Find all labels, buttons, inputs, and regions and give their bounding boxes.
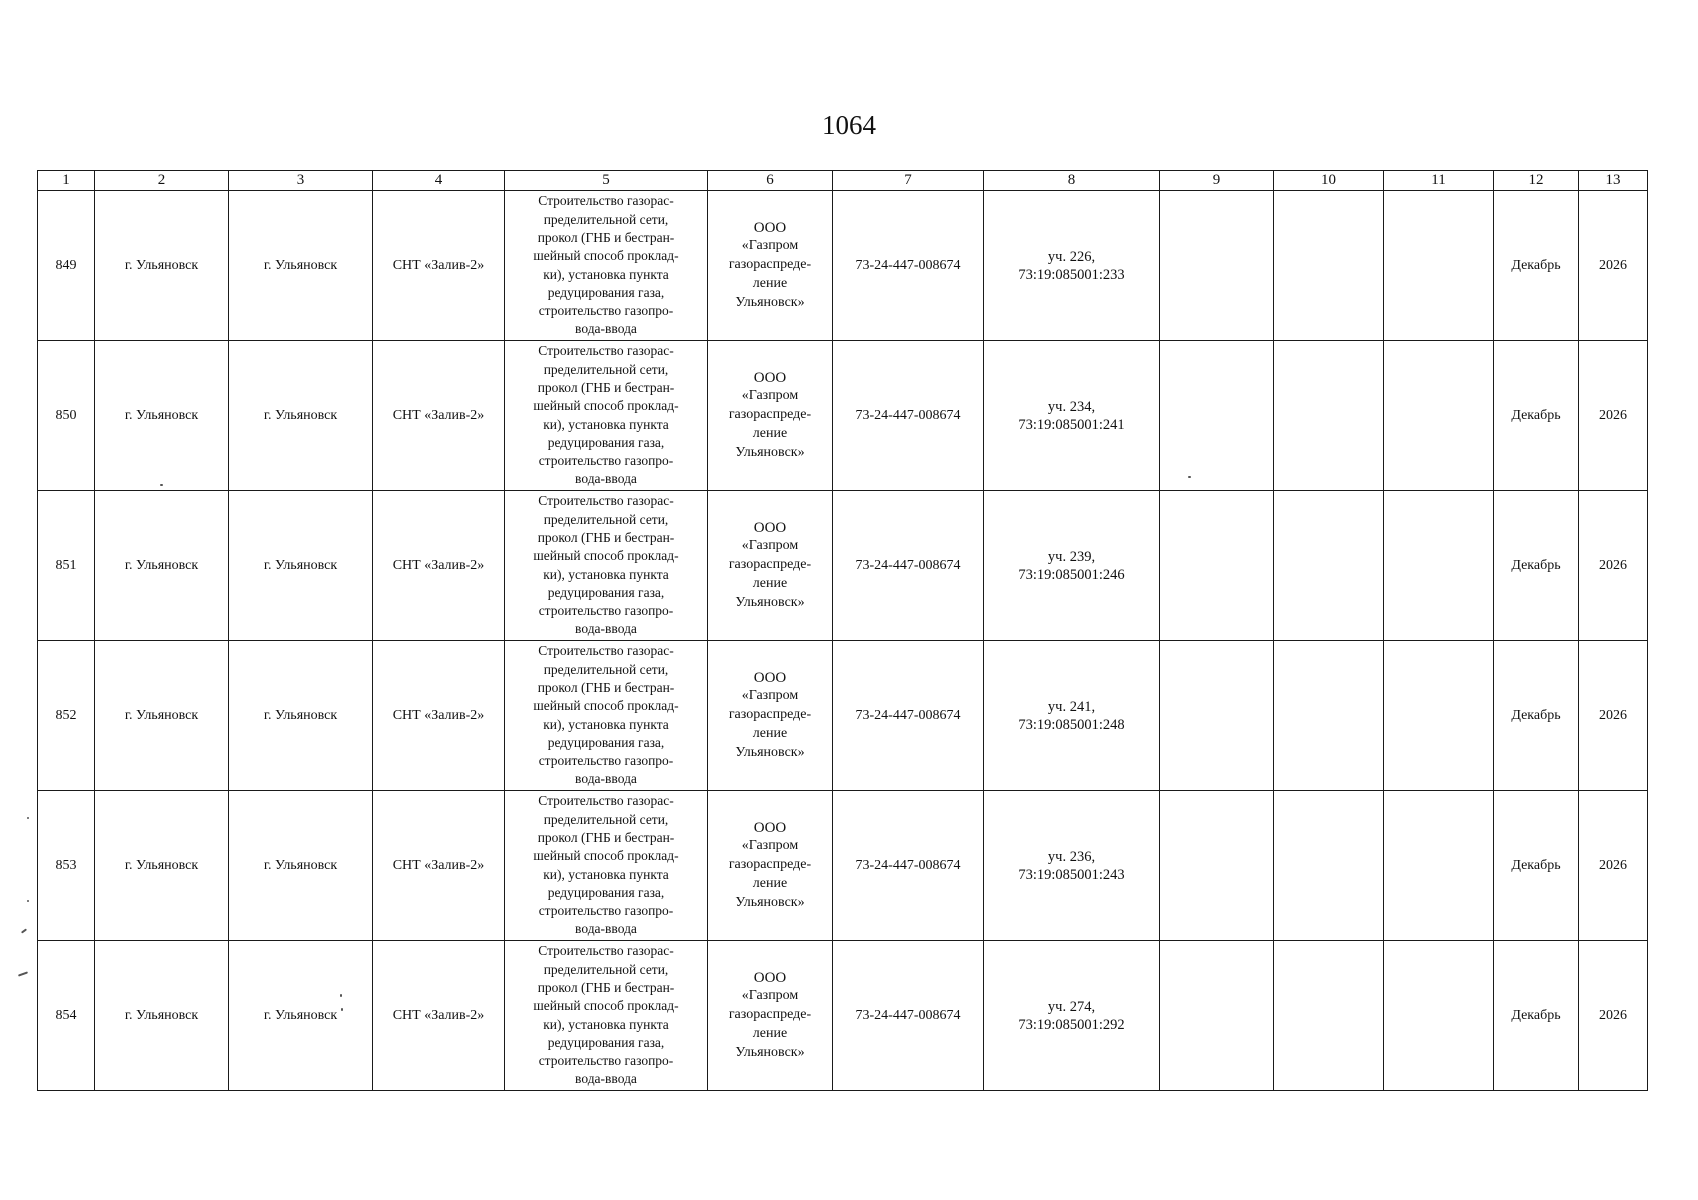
works-description-line: пределительной сети, bbox=[543, 811, 669, 827]
works-description-line: прокол (ГНБ и бестран- bbox=[537, 379, 675, 395]
land-plot-line: уч. 236, bbox=[1047, 848, 1096, 865]
column-number: 2 bbox=[95, 171, 229, 191]
organization-line: «Газпром bbox=[741, 538, 799, 554]
works-description-line: прокол (ГНБ и бестран- bbox=[537, 679, 675, 695]
works-description-line: ки), установка пункта bbox=[543, 566, 669, 582]
schedule-table bbox=[37, 170, 1648, 1091]
organization-line: ООО bbox=[753, 369, 787, 386]
row-number: 852 bbox=[38, 641, 95, 791]
works-description bbox=[505, 791, 708, 941]
column-11-cell bbox=[1384, 941, 1494, 1091]
scan-speck bbox=[340, 994, 342, 997]
organization-line: ление bbox=[752, 425, 788, 441]
column-9-cell bbox=[1160, 191, 1274, 341]
month-cell: Декабрь bbox=[1494, 191, 1579, 341]
works-description-line: ки), установка пункта bbox=[543, 266, 669, 282]
column-9-cell bbox=[1160, 941, 1274, 1091]
organization-line: Ульяновск» bbox=[735, 294, 805, 310]
works-description bbox=[505, 341, 708, 491]
page-number: 1064 bbox=[822, 110, 876, 140]
land-plot-line: 73:19:085001:292 bbox=[1018, 1016, 1125, 1033]
organization-line: Ульяновск» bbox=[735, 594, 805, 610]
organization-line: Ульяновск» bbox=[735, 744, 805, 760]
land-plot bbox=[984, 791, 1160, 941]
year-cell: 2026 bbox=[1579, 791, 1648, 941]
column-9-cell bbox=[1160, 641, 1274, 791]
works-description-line: ки), установка пункта bbox=[543, 866, 669, 882]
column-9-cell bbox=[1160, 341, 1274, 491]
organization-line: газораспреде- bbox=[728, 407, 812, 423]
settlement-cell: г. Ульяновск bbox=[229, 941, 373, 1091]
works-description-line: шейный способ проклад- bbox=[533, 698, 679, 714]
organization bbox=[708, 341, 833, 491]
land-plot-line: уч. 274, bbox=[1047, 998, 1096, 1015]
works-description-line: прокол (ГНБ и бестран- bbox=[537, 829, 675, 845]
works-description-line: пределительной сети, bbox=[543, 661, 669, 677]
works-description-line: Строительство газорас- bbox=[538, 793, 674, 809]
city-cell: г. Ульяновск bbox=[95, 491, 229, 641]
works-description-line: прокол (ГНБ и бестран- bbox=[537, 529, 675, 545]
table-row bbox=[38, 341, 1648, 491]
land-plot bbox=[984, 641, 1160, 791]
organization-line: газораспреде- bbox=[728, 557, 812, 573]
organization bbox=[708, 491, 833, 641]
land-plot-line: 73:19:085001:246 bbox=[1018, 566, 1125, 583]
works-description-line: пределительной сети, bbox=[543, 361, 669, 377]
column-11-cell bbox=[1384, 491, 1494, 641]
works-description-line: вода-ввода bbox=[575, 321, 637, 337]
column-number: 4 bbox=[373, 171, 505, 191]
settlement-cell: г. Ульяновск bbox=[229, 491, 373, 641]
works-description-line: вода-ввода bbox=[575, 771, 637, 787]
works-description-line: Строительство газорас- bbox=[538, 343, 674, 359]
works-description-line: строительство газопро- bbox=[538, 903, 674, 919]
organization-line: газораспреде- bbox=[728, 257, 812, 273]
column-number: 1 bbox=[38, 171, 95, 191]
organization-line: «Газпром bbox=[741, 988, 799, 1004]
organization bbox=[708, 791, 833, 941]
works-description-line: Строительство газорас- bbox=[538, 943, 674, 959]
year-cell: 2026 bbox=[1579, 941, 1648, 1091]
column-number: 12 bbox=[1494, 171, 1579, 191]
table-row bbox=[38, 791, 1648, 941]
settlement-cell: г. Ульяновск bbox=[229, 341, 373, 491]
scan-speck bbox=[18, 971, 28, 976]
organization-line: ление bbox=[752, 275, 788, 291]
column-11-cell bbox=[1384, 341, 1494, 491]
scan-speck bbox=[341, 1008, 343, 1011]
works-description-line: строительство газопро- bbox=[538, 453, 674, 469]
column-10-cell bbox=[1274, 641, 1384, 791]
land-plot bbox=[984, 191, 1160, 341]
land-plot-line: 73:19:085001:241 bbox=[1018, 416, 1125, 433]
scan-speck bbox=[1188, 476, 1191, 478]
registry-code: 73-24-447-008674 bbox=[833, 491, 984, 641]
table-body bbox=[38, 191, 1648, 1091]
column-9-cell bbox=[1160, 791, 1274, 941]
registry-code: 73-24-447-008674 bbox=[833, 791, 984, 941]
organization-line: ООО bbox=[753, 519, 787, 536]
row-number: 851 bbox=[38, 491, 95, 641]
year-cell: 2026 bbox=[1579, 341, 1648, 491]
organization-line: ООО bbox=[753, 669, 787, 686]
column-10-cell bbox=[1274, 341, 1384, 491]
table-row bbox=[38, 491, 1648, 641]
registry-code: 73-24-447-008674 bbox=[833, 941, 984, 1091]
column-number: 3 bbox=[229, 171, 373, 191]
works-description-line: прокол (ГНБ и бестран- bbox=[537, 979, 675, 995]
month-cell: Декабрь bbox=[1494, 341, 1579, 491]
works-description-line: вода-ввода bbox=[575, 921, 637, 937]
month-cell: Декабрь bbox=[1494, 641, 1579, 791]
organization-line: ление bbox=[752, 575, 788, 591]
works-description-line: пределительной сети, bbox=[543, 511, 669, 527]
land-plot-line: 73:19:085001:243 bbox=[1018, 866, 1125, 883]
works-description-line: Строительство газорас- bbox=[538, 643, 674, 659]
location-cell: СНТ «Залив-2» bbox=[373, 941, 505, 1091]
column-10-cell bbox=[1274, 941, 1384, 1091]
location-cell: СНТ «Залив-2» bbox=[373, 191, 505, 341]
registry-code: 73-24-447-008674 bbox=[833, 191, 984, 341]
organization-line: ООО bbox=[753, 969, 787, 986]
works-description-line: ки), установка пункта bbox=[543, 1016, 669, 1032]
works-description-line: вода-ввода bbox=[575, 1071, 637, 1087]
works-description-line: шейный способ проклад- bbox=[533, 398, 679, 414]
row-number: 850 bbox=[38, 341, 95, 491]
year-cell: 2026 bbox=[1579, 641, 1648, 791]
scan-speck bbox=[27, 900, 29, 902]
works-description-line: редуцирования газа, bbox=[547, 1034, 665, 1050]
table-row bbox=[38, 641, 1648, 791]
works-description-line: вода-ввода bbox=[575, 621, 637, 637]
scan-speck bbox=[27, 817, 29, 819]
organization bbox=[708, 191, 833, 341]
works-description-line: редуцирования газа, bbox=[547, 434, 665, 450]
works-description-line: шейный способ проклад- bbox=[533, 848, 679, 864]
organization-line: ление bbox=[752, 875, 788, 891]
organization-line: «Газпром bbox=[741, 238, 799, 254]
organization-line: «Газпром bbox=[741, 838, 799, 854]
column-number: 10 bbox=[1274, 171, 1384, 191]
organization-line: «Газпром bbox=[741, 688, 799, 704]
city-cell: г. Ульяновск bbox=[95, 641, 229, 791]
settlement-cell: г. Ульяновск bbox=[229, 641, 373, 791]
registry-code: 73-24-447-008674 bbox=[833, 641, 984, 791]
column-number: 9 bbox=[1160, 171, 1274, 191]
column-number: 13 bbox=[1579, 171, 1648, 191]
works-description bbox=[505, 941, 708, 1091]
works-description-line: редуцирования газа, bbox=[547, 734, 665, 750]
works-description-line: пределительной сети, bbox=[543, 961, 669, 977]
city-cell: г. Ульяновск bbox=[95, 341, 229, 491]
column-number-row bbox=[38, 171, 1648, 191]
table-row bbox=[38, 191, 1648, 341]
works-description bbox=[505, 491, 708, 641]
works-description-line: строительство газопро- bbox=[538, 603, 674, 619]
organization-line: «Газпром bbox=[741, 388, 799, 404]
works-description-line: строительство газопро- bbox=[538, 1053, 674, 1069]
column-number: 11 bbox=[1384, 171, 1494, 191]
land-plot bbox=[984, 341, 1160, 491]
scan-speck bbox=[160, 484, 163, 486]
organization-line: газораспреде- bbox=[728, 1007, 812, 1023]
works-description-line: пределительной сети, bbox=[543, 211, 669, 227]
row-number: 849 bbox=[38, 191, 95, 341]
land-plot-line: уч. 241, bbox=[1047, 698, 1096, 715]
location-cell: СНТ «Залив-2» bbox=[373, 491, 505, 641]
land-plot bbox=[984, 941, 1160, 1091]
organization bbox=[708, 941, 833, 1091]
works-description-line: вода-ввода bbox=[575, 471, 637, 487]
column-10-cell bbox=[1274, 191, 1384, 341]
city-cell: г. Ульяновск bbox=[95, 791, 229, 941]
location-cell: СНТ «Залив-2» bbox=[373, 641, 505, 791]
column-number: 8 bbox=[984, 171, 1160, 191]
works-description-line: строительство газопро- bbox=[538, 753, 674, 769]
organization-line: Ульяновск» bbox=[735, 894, 805, 910]
column-number: 6 bbox=[708, 171, 833, 191]
works-description-line: шейный способ проклад- bbox=[533, 248, 679, 264]
works-description-line: редуцирования газа, bbox=[547, 284, 665, 300]
works-description-line: ки), установка пункта bbox=[543, 416, 669, 432]
column-10-cell bbox=[1274, 491, 1384, 641]
land-plot-line: уч. 234, bbox=[1047, 398, 1096, 415]
land-plot bbox=[984, 491, 1160, 641]
works-description-line: шейный способ проклад- bbox=[533, 998, 679, 1014]
organization-line: ление bbox=[752, 725, 788, 741]
organization-line: ООО bbox=[753, 819, 787, 836]
works-description-line: редуцирования газа, bbox=[547, 584, 665, 600]
organization-line: Ульяновск» bbox=[735, 444, 805, 460]
works-description-line: прокол (ГНБ и бестран- bbox=[537, 229, 675, 245]
scan-speck bbox=[21, 928, 27, 933]
works-description-line: ки), установка пункта bbox=[543, 716, 669, 732]
column-10-cell bbox=[1274, 791, 1384, 941]
column-number: 7 bbox=[833, 171, 984, 191]
organization-line: ООО bbox=[753, 219, 787, 236]
column-number: 5 bbox=[505, 171, 708, 191]
month-cell: Декабрь bbox=[1494, 941, 1579, 1091]
organization-line: Ульяновск» bbox=[735, 1044, 805, 1060]
works-description-line: строительство газопро- bbox=[538, 303, 674, 319]
settlement-cell: г. Ульяновск bbox=[229, 791, 373, 941]
column-11-cell bbox=[1384, 641, 1494, 791]
table-row bbox=[38, 941, 1648, 1091]
month-cell: Декабрь bbox=[1494, 491, 1579, 641]
year-cell: 2026 bbox=[1579, 491, 1648, 641]
organization-line: газораспреде- bbox=[728, 707, 812, 723]
organization bbox=[708, 641, 833, 791]
works-description-line: Строительство газорас- bbox=[538, 193, 674, 209]
city-cell: г. Ульяновск bbox=[95, 941, 229, 1091]
organization-line: газораспреде- bbox=[728, 857, 812, 873]
works-description bbox=[505, 191, 708, 341]
location-cell: СНТ «Залив-2» bbox=[373, 341, 505, 491]
row-number: 853 bbox=[38, 791, 95, 941]
settlement-cell: г. Ульяновск bbox=[229, 191, 373, 341]
row-number: 854 bbox=[38, 941, 95, 1091]
registry-code: 73-24-447-008674 bbox=[833, 341, 984, 491]
column-9-cell bbox=[1160, 491, 1274, 641]
land-plot-line: уч. 239, bbox=[1047, 548, 1096, 565]
works-description bbox=[505, 641, 708, 791]
month-cell: Декабрь bbox=[1494, 791, 1579, 941]
location-cell: СНТ «Залив-2» bbox=[373, 791, 505, 941]
land-plot-line: 73:19:085001:233 bbox=[1018, 266, 1125, 283]
works-description-line: Строительство газорас- bbox=[538, 493, 674, 509]
year-cell: 2026 bbox=[1579, 191, 1648, 341]
column-11-cell bbox=[1384, 191, 1494, 341]
city-cell: г. Ульяновск bbox=[95, 191, 229, 341]
column-11-cell bbox=[1384, 791, 1494, 941]
organization-line: ление bbox=[752, 1025, 788, 1041]
works-description-line: шейный способ проклад- bbox=[533, 548, 679, 564]
works-description-line: редуцирования газа, bbox=[547, 884, 665, 900]
land-plot-line: уч. 226, bbox=[1047, 248, 1096, 265]
land-plot-line: 73:19:085001:248 bbox=[1018, 716, 1125, 733]
